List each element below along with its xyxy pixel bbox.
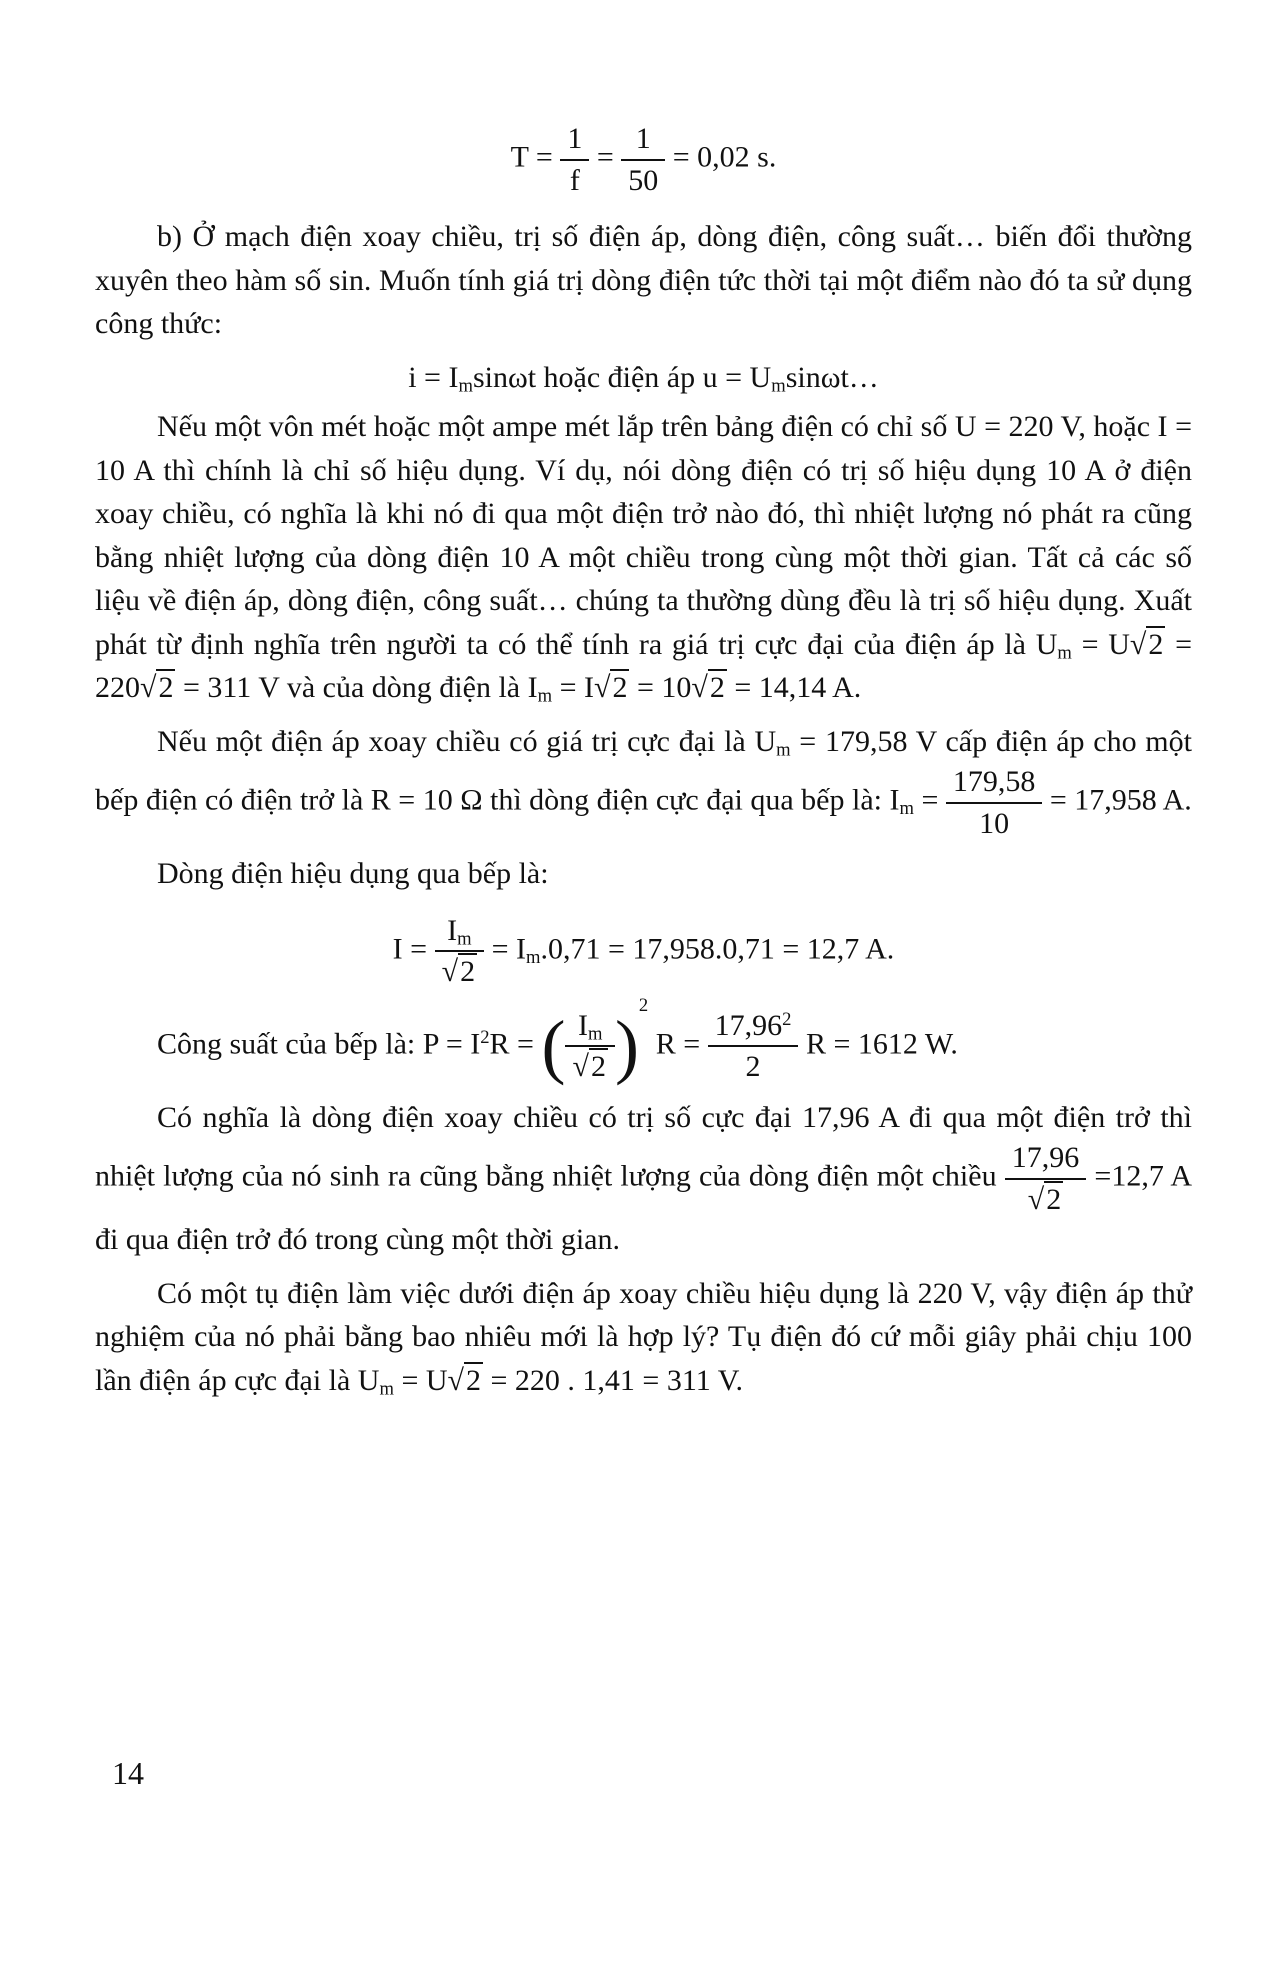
line-effective-current-label: Dòng điện hiệu dụng qua bếp là: (157, 857, 549, 890)
paragraph-capacitor-test-voltage: Có một tụ điện làm việc dưới điện áp xoay chiều hiệu dụng là 220 V, vậy điện áp thử nghiệm của nó phải bằng bao nhiêu mới là hợp lý? Tụ điện đó cứ mỗi giây phải chịu 100 lần điện áp cực đại là $U_m = U$ √ 2 = 220 . 1,41 = 311 V. (95, 1272, 1192, 1403)
line-power-formula: Công suất của bếp là: $P = I^2R$ = ( $I_m$ √ 2 )$^2$ R = $\frac{17,96^2}{2}$ R = 1612 W. (95, 1007, 1192, 1086)
paragraph-heat-equivalence: Có nghĩa là dòng điện xoay chiều có trị số cực đại 17,96 A đi qua một điện trở thì nhiệt lượng của nó sinh ra cũng bằng nhiệt lượng của dòng điện một chiều 17,96 √ 2 =12,7 A đi qua điện trở đó trong cùng một thời gian. (95, 1096, 1192, 1262)
page-number: 14 (112, 1755, 144, 1791)
formula-effective-current: I = $I_m$ √ 2 = $I_m.0,71 = 17,958.0,71 = 12,7$ A. (95, 912, 1192, 991)
formula-period: T = $\frac{1}{f}$ = $\frac{1}{50}$ = 0,02 s. (510, 122, 777, 197)
paragraph-peak-current-example: Nếu một điện áp xoay chiều có giá trị cực đại là $U_m = 179,58$ V cấp điện áp cho một bếp điện có điện trở là R = 10 Ω thì dòng điện cực đại qua bếp là: $I_m$ = $\frac{179,58}{10}$ = 17,958 A. (95, 724, 1192, 840)
paragraph-effective-values: Nếu một vôn mét hoặc một ampe mét lắp trên bảng điện có chỉ số U = 220 V, hoặc I = 10 A thì chính là chỉ số hiệu dụng. Ví dụ, nói dòng điện có trị số hiệu dụng 10 A ở điện xoay chiều, có nghĩa là khi nó đi qua một điện trở nào đó, thì nhiệt lượng nó phát ra cũng bằng nhiệt lượng của dòng điện 10 A một chiều trong cùng một thời gian. Tất cả các số liệu về điện áp, dòng điện, công suất… chúng ta thường dùng đều là trị số hiệu dụng. Xuất phát từ định nghĩa trên người ta có thể tính ra giá trị cực đại của điện áp là $U_m = U$ √ 2 = 220 √ 2 = 311 V và của dòng điện là $I_m = I$ √ 2 = 10 √ 2 = 14,14 A. (95, 405, 1192, 710)
formula-instantaneous-current: $i = I_m\sin\omega t$ hoặc điện áp $u = U_m\sin\omega t\dots$ (408, 360, 879, 397)
paragraph-ac-intro: b) Ở mạch điện xoay chiều, trị số điện áp, dòng điện, công suất… biến đổi thường xuyên theo hàm số sin. Muốn tính giá trị dòng điện tức thời tại một điểm nào đó ta sử dụng công thức: (95, 220, 1192, 340)
